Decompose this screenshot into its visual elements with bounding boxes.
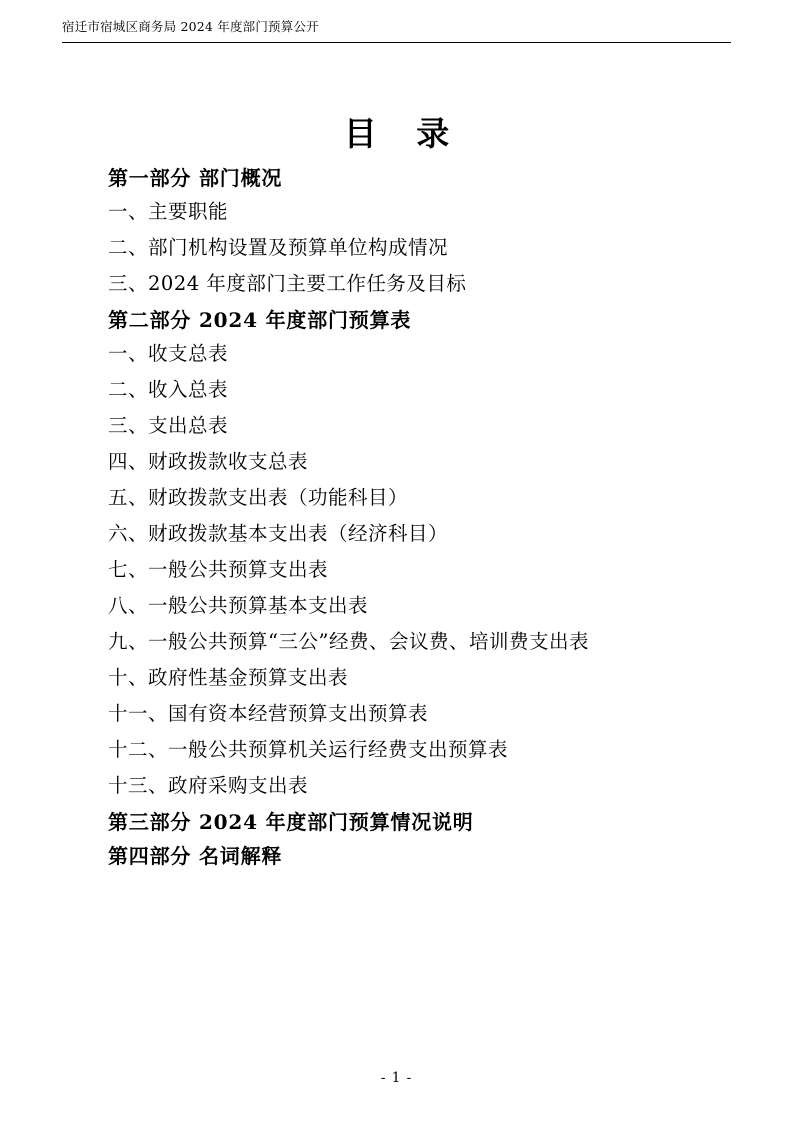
- toc-entry[interactable]: 十二、一般公共预算机关运行经费支出预算表: [108, 738, 509, 761]
- toc-entry[interactable]: 一、收支总表: [108, 342, 229, 365]
- toc-entry[interactable]: 三、2024 年度部门主要工作任务及目标: [108, 272, 467, 295]
- toc-entry[interactable]: 十一、国有资本经营预算支出预算表: [108, 702, 429, 725]
- toc-entry[interactable]: 七、一般公共预算支出表: [108, 558, 329, 581]
- page-title: 目 录: [343, 114, 464, 153]
- toc-entry[interactable]: 第三部分 2024 年度部门预算情况说明: [108, 810, 474, 834]
- toc-entry[interactable]: 第四部分 名词解释: [108, 844, 283, 868]
- page-header: 宿迁市宿城区商务局 2024 年度部门预算公开: [62, 18, 731, 43]
- table-of-contents: [108, 168, 713, 880]
- toc-entry[interactable]: 十三、政府采购支出表: [108, 774, 309, 797]
- toc-entry[interactable]: 四、财政拨款收支总表: [108, 450, 309, 473]
- toc-entry[interactable]: 第一部分 部门概况: [108, 166, 283, 190]
- toc-entry[interactable]: 十、政府性基金预算支出表: [108, 666, 349, 689]
- toc-entry[interactable]: 八、一般公共预算基本支出表: [108, 594, 369, 617]
- toc-entry[interactable]: 第二部分 2024 年度部门预算表: [108, 308, 412, 332]
- toc-entry[interactable]: 二、部门机构设置及预算单位构成情况: [108, 236, 449, 259]
- toc-entry[interactable]: 六、财政拨款基本支出表（经济科目）: [108, 522, 449, 545]
- toc-entry[interactable]: 九、一般公共预算“三公”经费、会议费、培训费支出表: [108, 630, 589, 653]
- toc-entry[interactable]: 二、收入总表: [108, 378, 229, 401]
- toc-entry[interactable]: 一、主要职能: [108, 200, 229, 223]
- toc-entry[interactable]: 五、财政拨款支出表（功能科目）: [108, 486, 409, 509]
- page-number: - 1 -: [380, 1070, 413, 1086]
- toc-entry[interactable]: 三、支出总表: [108, 414, 229, 437]
